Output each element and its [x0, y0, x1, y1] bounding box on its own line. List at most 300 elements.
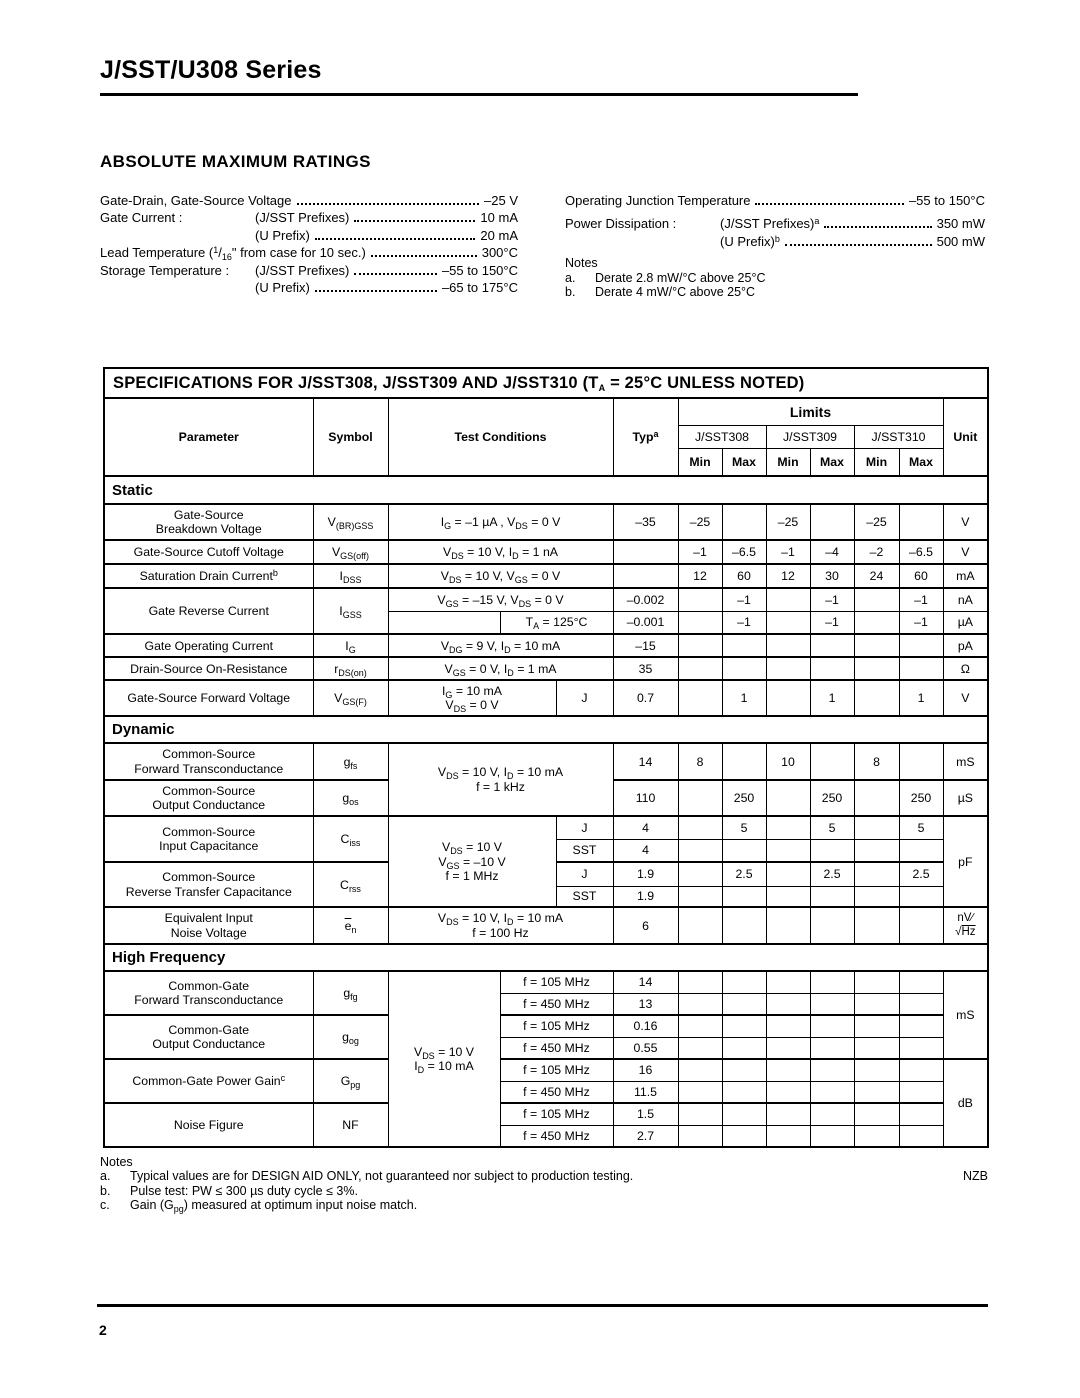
cell-typ: 1.9: [613, 886, 678, 907]
cell-max: 1: [722, 680, 766, 716]
cell-max: [810, 971, 854, 993]
cell-min: –2: [854, 540, 899, 564]
min-header: Min: [854, 448, 899, 476]
cell-typ: 110: [613, 780, 678, 816]
section-high-frequency: High Frequency: [104, 944, 988, 971]
cell-min: [678, 816, 722, 839]
series-header-309: J/SST309: [766, 425, 854, 448]
cell-max: [899, 634, 943, 657]
cell-min: [678, 1103, 722, 1125]
cell-param: Gate-Source Cutoff Voltage: [104, 540, 313, 564]
cell-unit: pF: [943, 816, 988, 907]
cell-subtype: J: [556, 680, 613, 716]
rating-row: [100, 225, 518, 243]
cell-unit: µS: [943, 780, 988, 816]
cell-param: Common-Gate Output Conductance: [104, 1015, 313, 1059]
cell-min: [678, 780, 722, 816]
cell-subtype: J: [556, 816, 613, 839]
cell-max: [722, 839, 766, 862]
cell-typ: –0.002: [613, 588, 678, 611]
max-header: Max: [722, 448, 766, 476]
cell-max: –1: [810, 611, 854, 634]
rating-value: 500 mW: [936, 233, 985, 249]
cell-max: [722, 1015, 766, 1037]
section-dynamic: Dynamic: [104, 716, 988, 743]
cell-unit: mS: [943, 971, 988, 1059]
footer-rule: [97, 1304, 988, 1307]
cell-max: [899, 1125, 943, 1147]
cell-min: [766, 1059, 810, 1081]
note-item: [565, 285, 985, 300]
dot-leader: [371, 255, 477, 257]
cell-unit: V: [943, 504, 988, 540]
cell-param: Saturation Drain Current$^b$: [104, 564, 313, 588]
cell-max: 60: [722, 564, 766, 588]
cell-cond: $I_G = -1$ µA , $V_{DS} = 0$ V: [388, 504, 613, 540]
cell-min: [678, 588, 722, 611]
cell-max: –1: [722, 611, 766, 634]
cell-max: [810, 886, 854, 907]
cell-min: [678, 1081, 722, 1103]
cell-min: [854, 907, 899, 944]
cell-max: –1: [722, 588, 766, 611]
cell-min: [678, 907, 722, 944]
cell-max: [722, 504, 766, 540]
cell-unit: pA: [943, 634, 988, 657]
cell-symbol: $I_{DSS}$: [313, 564, 388, 588]
cell-max: –1: [899, 611, 943, 634]
cell-param: Gate-Source Breakdown Voltage: [104, 504, 313, 540]
note-item: [100, 1183, 988, 1198]
cell-max: [899, 1103, 943, 1125]
dot-leader: [755, 203, 903, 205]
cell-min: [854, 971, 899, 993]
cell-max: [899, 971, 943, 993]
cell-min: 8: [854, 743, 899, 780]
cell-param: Gate Reverse Current: [104, 588, 313, 634]
cell-freq: f = 450 MHz: [500, 1081, 613, 1103]
cell-typ: 13: [613, 993, 678, 1015]
cell-max: [810, 657, 854, 680]
cell-param: Common-Gate Power Gain$^c$: [104, 1059, 313, 1103]
notes-label: Notes: [100, 1154, 133, 1169]
cell-max: [810, 504, 854, 540]
cell-typ: [613, 564, 678, 588]
cell-min: [766, 680, 810, 716]
cell-min: [854, 657, 899, 680]
cell-param: Common-Source Reverse Transfer Capacitance: [104, 862, 313, 907]
rating-value: –55 to 150°C: [908, 192, 985, 208]
cell-min: [678, 680, 722, 716]
cell-freq: f = 105 MHz: [500, 1015, 613, 1037]
cell-min: [854, 816, 899, 839]
cell-max: [899, 1037, 943, 1059]
dot-leader: [297, 203, 480, 205]
cell-min: 12: [766, 564, 810, 588]
cell-freq: f = 105 MHz: [500, 1103, 613, 1125]
min-header: Min: [766, 448, 810, 476]
max-header: Max: [810, 448, 854, 476]
cell-min: 10: [766, 743, 810, 780]
cell-typ: 14: [613, 971, 678, 993]
cell-min: [766, 657, 810, 680]
cell-max: [722, 1125, 766, 1147]
cell-min: [854, 993, 899, 1015]
cell-symbol: $g_{og}$: [313, 1015, 388, 1059]
note-item: [565, 270, 985, 285]
cell-symbol: $g_{fg}$: [313, 971, 388, 1015]
cell-min: [678, 862, 722, 886]
cell-unit: mA: [943, 564, 988, 588]
cell-max: [810, 1015, 854, 1037]
specifications-table: [103, 367, 989, 1148]
rating-row: [565, 231, 985, 249]
cell-max: [810, 839, 854, 862]
cell-max: 2.5: [810, 862, 854, 886]
cell-max: [899, 1081, 943, 1103]
cell-typ: 16: [613, 1059, 678, 1081]
cell-unit: nA: [943, 588, 988, 611]
cell-min: 12: [678, 564, 722, 588]
cell-symbol: $G_{pg}$: [313, 1059, 388, 1103]
cell-symbol: $\overline{e}_n$: [313, 907, 388, 944]
cell-max: [810, 1081, 854, 1103]
rating-sublabel: (U Prefix): [255, 280, 310, 295]
note-text: Gain $(G_{pg})$ measured at optimum input noise match.: [130, 1198, 418, 1214]
cell-min: –25: [678, 504, 722, 540]
cell-typ: 14: [613, 743, 678, 780]
abs-max-heading: ABSOLUTE MAXIMUM RATINGS: [100, 152, 371, 171]
cell-subtype: J: [556, 862, 613, 886]
cell-min: [766, 634, 810, 657]
cell-max: [899, 657, 943, 680]
cell-max: [722, 743, 766, 780]
cell-min: [766, 839, 810, 862]
cell-typ: 1.9: [613, 862, 678, 886]
col-header-parameter: Parameter: [104, 398, 313, 476]
rating-label: Operating Junction Temperature: [565, 192, 751, 208]
cell-min: –25: [854, 504, 899, 540]
cell-min: [854, 1059, 899, 1081]
rating-row: [100, 243, 518, 261]
cell-min: [766, 1015, 810, 1037]
cell-param: Common-Gate Forward Transconductance: [104, 971, 313, 1015]
cell-min: [854, 1081, 899, 1103]
cell-max: –6.5: [722, 540, 766, 564]
cell-max: [810, 1125, 854, 1147]
cell-min: [766, 886, 810, 907]
cell-subtype: SST: [556, 839, 613, 862]
cell-min: [766, 993, 810, 1015]
cell-unit: V: [943, 540, 988, 564]
cell-max: –1: [899, 588, 943, 611]
cell-typ: 2.7: [613, 1125, 678, 1147]
cell-min: [854, 634, 899, 657]
cell-cond: $V_{DG} = 9$ V, $I_D = 10$ mA: [388, 634, 613, 657]
cell-min: [766, 862, 810, 886]
cell-symbol: $V_{(BR)GSS}$: [313, 504, 388, 540]
col-header-limits: Limits: [678, 398, 943, 425]
cell-max: 1: [899, 680, 943, 716]
cell-min: [854, 1103, 899, 1125]
rating-value: –55 to 150°C: [441, 262, 518, 278]
cell-max: 30: [810, 564, 854, 588]
cell-symbol: $I_G$: [313, 634, 388, 657]
cell-max: 5: [722, 816, 766, 839]
cell-min: [854, 1015, 899, 1037]
cell-max: 250: [722, 780, 766, 816]
cell-freq: f = 450 MHz: [500, 993, 613, 1015]
cell-cond: $V_{DS} = 10$ V, $I_D = 1$ nA: [388, 540, 613, 564]
cell-max: [899, 504, 943, 540]
cell-param: Equivalent Input Noise Voltage: [104, 907, 313, 944]
cell-unit: µA: [943, 611, 988, 634]
rating-value: –65 to 175°C: [441, 280, 518, 295]
cell-max: 5: [810, 816, 854, 839]
cell-symbol: $g_{fs}$: [313, 743, 388, 780]
note-key: b.: [100, 1183, 111, 1198]
cell-min: [766, 1081, 810, 1103]
cell-min: [678, 1015, 722, 1037]
cell-cond: $I_G = 10$ mA $V_{DS} = 0$ V: [388, 680, 556, 716]
rating-sublabel: (U Prefix)$^b$: [720, 233, 780, 249]
cell-min: [766, 816, 810, 839]
cell-symbol: $V_{GS(F)}$: [313, 680, 388, 716]
note-text: Typical values are for DESIGN AID ONLY, not guaranteed nor subject to production testing.: [130, 1169, 634, 1183]
cell-typ: 0.55: [613, 1037, 678, 1059]
cell-min: [854, 588, 899, 611]
cell-min: [854, 1037, 899, 1059]
cell-symbol: NF: [313, 1103, 388, 1147]
cell-max: 2.5: [899, 862, 943, 886]
rating-sublabel: (J/SST Prefixes): [255, 210, 350, 225]
cell-max: [899, 907, 943, 944]
cell-max: [899, 1015, 943, 1037]
cell-min: [678, 993, 722, 1015]
cell-max: [722, 634, 766, 657]
cell-max: [810, 1059, 854, 1081]
cell-typ: [613, 540, 678, 564]
cell-param: Gate Operating Current: [104, 634, 313, 657]
cell-min: [678, 1125, 722, 1147]
dot-leader: [354, 220, 475, 222]
cell-subcond: $T_A = 125^\circ C$: [500, 611, 613, 634]
cell-max: –4: [810, 540, 854, 564]
cell-max: [722, 657, 766, 680]
cell-min: [766, 780, 810, 816]
spec-notes: [100, 1154, 988, 1212]
dot-leader: [315, 238, 476, 240]
doc-code: NZB: [963, 1169, 988, 1183]
cell-max: [810, 1037, 854, 1059]
cell-cond-spacer: [388, 611, 500, 634]
rating-row: [565, 214, 985, 232]
cell-max: [810, 743, 854, 780]
cell-typ: –0.001: [613, 611, 678, 634]
cell-subtype: SST: [556, 886, 613, 907]
cell-param: Gate-Source Forward Voltage: [104, 680, 313, 716]
cell-min: [766, 1037, 810, 1059]
cell-max: [899, 743, 943, 780]
cell-typ: –15: [613, 634, 678, 657]
cell-cond: $V_{DS} = 10$ V, $V_{GS} = 0$ V: [388, 564, 613, 588]
cell-max: [899, 1059, 943, 1081]
cell-min: 8: [678, 743, 722, 780]
note-text: Pulse test: PW ≤ 300 µs duty cycle ≤ 3%.: [130, 1183, 358, 1198]
series-header-310: J/SST310: [854, 425, 943, 448]
cell-unit: Ω: [943, 657, 988, 680]
cell-min: [854, 839, 899, 862]
note-key: a.: [565, 270, 576, 285]
cell-max: 1: [810, 680, 854, 716]
cell-min: [854, 780, 899, 816]
rating-row: [100, 278, 518, 296]
cell-freq: f = 450 MHz: [500, 1125, 613, 1147]
cell-min: [678, 634, 722, 657]
cell-min: [678, 1059, 722, 1081]
cell-param: Noise Figure: [104, 1103, 313, 1147]
col-header-typ: Typ$^a$: [613, 398, 678, 476]
cell-max: [810, 907, 854, 944]
cell-typ: 4: [613, 839, 678, 862]
cell-unit: mS: [943, 743, 988, 780]
cell-min: [854, 680, 899, 716]
cell-min: [678, 1037, 722, 1059]
cell-min: [678, 657, 722, 680]
cell-max: [722, 1059, 766, 1081]
rating-label: Lead Temperature ($^1/_{16}$" from case for 10 sec.): [100, 245, 366, 262]
cell-max: 5: [899, 816, 943, 839]
rating-row: [100, 260, 518, 278]
rating-label: Gate Current :: [100, 210, 183, 225]
cell-min: [678, 971, 722, 993]
rating-label: Power Dissipation :: [565, 216, 677, 231]
col-header-symbol: Symbol: [313, 398, 388, 476]
series-header-308: J/SST308: [678, 425, 766, 448]
cell-min: [854, 886, 899, 907]
rating-value: 350 mW: [936, 216, 985, 231]
notes-label: Notes: [565, 256, 598, 270]
cell-min: [854, 1125, 899, 1147]
max-header: Max: [899, 448, 943, 476]
cell-max: –1: [810, 588, 854, 611]
col-header-unit: Unit: [943, 398, 988, 476]
cell-freq: f = 105 MHz: [500, 971, 613, 993]
cell-typ: –35: [613, 504, 678, 540]
col-header-conditions: Test Conditions: [388, 398, 613, 476]
cell-max: [899, 993, 943, 1015]
cell-max: –6.5: [899, 540, 943, 564]
cell-max: 250: [810, 780, 854, 816]
rating-label: Gate-Drain, Gate-Source Voltage: [100, 192, 292, 208]
cell-symbol: $C_{iss}$: [313, 816, 388, 862]
dot-leader: [354, 273, 437, 275]
cell-min: [854, 611, 899, 634]
cell-param: Common-Source Forward Transconductance: [104, 743, 313, 780]
cell-param: Drain-Source On-Resistance: [104, 657, 313, 680]
dot-leader: [315, 290, 437, 292]
cell-max: [722, 907, 766, 944]
cell-min: [766, 907, 810, 944]
title-rule: [100, 93, 858, 96]
rating-row: [100, 208, 518, 226]
cell-unit: dB: [943, 1059, 988, 1147]
rating-sublabel: (J/SST Prefixes)$^a$: [720, 216, 820, 231]
cell-cond: $V_{DS} = 10$ V $V_{GS} = -10$ V f = 1 MHz: [388, 816, 556, 907]
cell-min: [678, 839, 722, 862]
abs-max-notes: [565, 256, 985, 300]
cell-typ: 35: [613, 657, 678, 680]
section-static: Static: [104, 476, 988, 504]
cell-cond: $V_{DS} = 10$ V, $I_D = 10$ mA f = 1 kHz: [388, 743, 613, 816]
cell-max: 250: [899, 780, 943, 816]
cell-max: [899, 839, 943, 862]
cell-typ: 1.5: [613, 1103, 678, 1125]
cell-min: [854, 862, 899, 886]
rating-value: –25 V: [484, 192, 518, 208]
cell-max: [810, 1103, 854, 1125]
cell-max: [810, 634, 854, 657]
cell-symbol: $g_{os}$: [313, 780, 388, 816]
page-number: 2: [99, 1322, 107, 1338]
cell-min: [766, 588, 810, 611]
rating-label: Storage Temperature :: [100, 262, 230, 278]
cell-typ: 0.16: [613, 1015, 678, 1037]
cell-min: [766, 1103, 810, 1125]
rating-row: [565, 190, 985, 208]
cell-min: [766, 1125, 810, 1147]
spec-title: SPECIFICATIONS FOR J/SST308, J/SST309 AND J/SST310 ($T_A = 25^\circ C$ UNLESS NOTED): [104, 368, 988, 398]
rating-value: 10 mA: [480, 210, 518, 225]
abs-max-right-column: [565, 190, 985, 299]
note-key: b.: [565, 285, 576, 299]
cell-min: [766, 611, 810, 634]
note-item: [100, 1169, 988, 1184]
note-text: Derate 2.8 mW/°C above 25°C: [595, 270, 766, 285]
rating-sublabel: (U Prefix): [255, 227, 310, 243]
cell-max: [722, 886, 766, 907]
dot-leader: [824, 226, 931, 228]
cell-max: [722, 971, 766, 993]
cell-min: –25: [766, 504, 810, 540]
cell-max: [722, 993, 766, 1015]
cell-typ: 0.7: [613, 680, 678, 716]
cell-typ: 4: [613, 816, 678, 839]
cell-unit: nV∕ √Hz: [943, 907, 988, 944]
cell-freq: f = 450 MHz: [500, 1037, 613, 1059]
cell-cond: $V_{DS} = 10$ V $I_D = 10$ mA: [388, 971, 500, 1147]
cell-min: 24: [854, 564, 899, 588]
note-key: a.: [100, 1169, 111, 1183]
note-key: c.: [100, 1198, 110, 1212]
cell-typ: 6: [613, 907, 678, 944]
cell-symbol: $r_{DS(on)}$: [313, 657, 388, 680]
note-item: [100, 1198, 988, 1213]
cell-max: 60: [899, 564, 943, 588]
cell-max: [899, 886, 943, 907]
cell-symbol: $I_{GSS}$: [313, 588, 388, 634]
abs-max-left-column: [100, 190, 518, 295]
cell-unit: V: [943, 680, 988, 716]
cell-symbol: $V_{GS(off)}$: [313, 540, 388, 564]
cell-cond: $V_{GS} = -15$ V, $V_{DS} = 0$ V: [388, 588, 613, 611]
rating-value: 300°C: [481, 245, 518, 260]
cell-max: [722, 1081, 766, 1103]
cell-cond: $V_{GS} = 0$ V, $I_D = 1$ mA: [388, 657, 613, 680]
cell-param: Common-Source Output Conductance: [104, 780, 313, 816]
cell-max: [722, 1103, 766, 1125]
min-header: Min: [678, 448, 722, 476]
